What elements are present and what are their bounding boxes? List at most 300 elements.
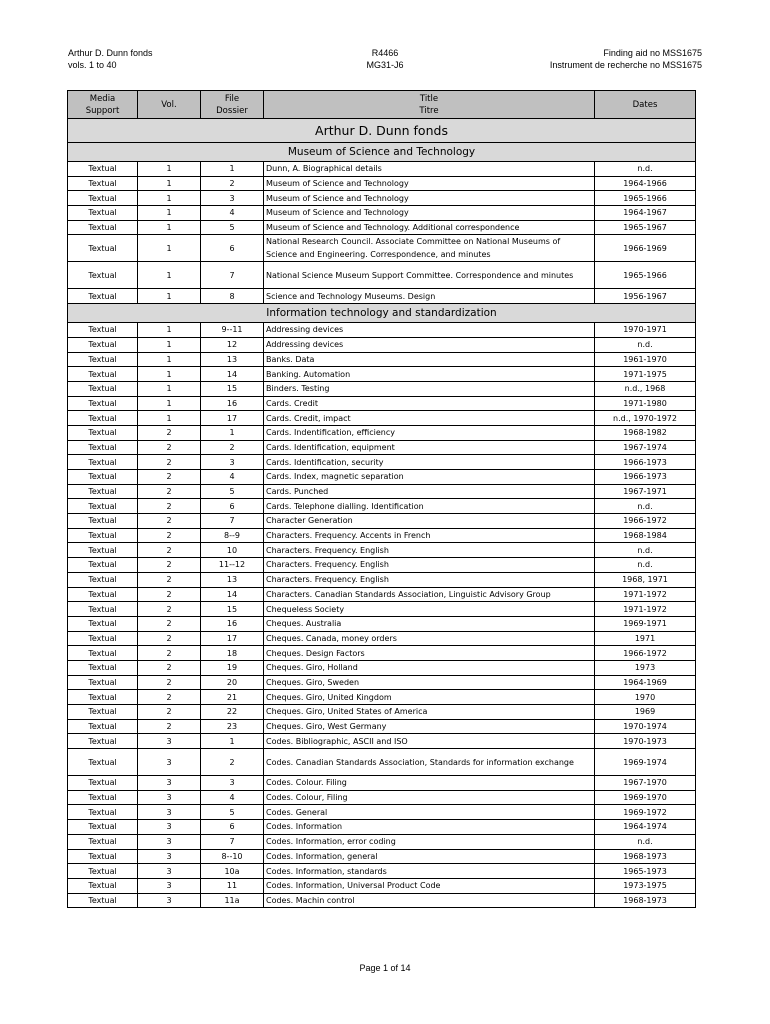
cell-title: Cheques. Giro, Sweden xyxy=(264,675,595,690)
table-row xyxy=(68,411,696,426)
cell-media: Textual xyxy=(68,631,138,646)
cell-dates: 1966-1969 xyxy=(595,235,696,262)
table-row xyxy=(68,587,696,602)
cell-dates: 1971-1972 xyxy=(595,587,696,602)
cell-vol: 3 xyxy=(138,805,201,820)
cell-dates: 1967-1971 xyxy=(595,484,696,499)
cell-file: 8--10 xyxy=(201,849,264,864)
cell-file: 22 xyxy=(201,705,264,720)
table-row xyxy=(68,396,696,411)
header-left xyxy=(68,47,153,71)
cell-dates: 1968-1973 xyxy=(595,893,696,908)
cell-title: Characters. Frequency. English xyxy=(264,558,595,573)
cell-file: 17 xyxy=(201,631,264,646)
cell-file: 12 xyxy=(201,337,264,352)
cell-vol: 2 xyxy=(138,543,201,558)
cell-title: Codes. Information, error coding xyxy=(264,834,595,849)
table-row xyxy=(68,572,696,587)
cell-file: 1 xyxy=(201,734,264,749)
cell-dates: 1973 xyxy=(595,660,696,675)
cell-dates: 1965-1966 xyxy=(595,262,696,289)
cell-file: 20 xyxy=(201,675,264,690)
page-number: Page 1 of 14 xyxy=(359,963,411,973)
cell-title: National Research Council. Associate Committee on National Museums of Science and Engineering. Correspondence, and minutes xyxy=(264,235,595,262)
cell-file: 6 xyxy=(201,820,264,835)
cell-file: 3 xyxy=(201,776,264,791)
cell-file: 14 xyxy=(201,587,264,602)
cell-media: Textual xyxy=(68,411,138,426)
cell-vol: 1 xyxy=(138,396,201,411)
cell-vol: 1 xyxy=(138,367,201,382)
table-body xyxy=(68,119,696,908)
table-row xyxy=(68,849,696,864)
cell-vol: 1 xyxy=(138,176,201,191)
cell-title: Character Generation xyxy=(264,514,595,529)
cell-vol: 1 xyxy=(138,262,201,289)
cell-file: 1 xyxy=(201,425,264,440)
cell-vol: 2 xyxy=(138,602,201,617)
cell-vol: 3 xyxy=(138,834,201,849)
cell-media: Textual xyxy=(68,749,138,776)
table-row xyxy=(68,235,696,262)
cell-dates: 1970-1971 xyxy=(595,323,696,338)
cell-vol: 2 xyxy=(138,719,201,734)
fonds-name: Arthur D. Dunn fonds xyxy=(68,48,153,58)
finding-aid-en: Finding aid no MSS1675 xyxy=(603,48,702,58)
table-row xyxy=(68,206,696,221)
cell-title: Codes. Colour, Filing xyxy=(264,790,595,805)
cell-title: Cheques. Giro, United States of America xyxy=(264,705,595,720)
cell-dates: 1964-1966 xyxy=(595,176,696,191)
table-row xyxy=(68,289,696,304)
cell-file: 3 xyxy=(201,191,264,206)
table-row xyxy=(68,470,696,485)
cell-dates: n.d., 1970-1972 xyxy=(595,411,696,426)
cell-file: 10a xyxy=(201,864,264,879)
cell-file: 13 xyxy=(201,572,264,587)
cell-title: National Science Museum Support Committee. Correspondence and minutes xyxy=(264,262,595,289)
cell-media: Textual xyxy=(68,440,138,455)
cell-media: Textual xyxy=(68,289,138,304)
cell-dates: 1964-1967 xyxy=(595,206,696,221)
cell-vol: 3 xyxy=(138,820,201,835)
cell-media: Textual xyxy=(68,337,138,352)
cell-media: Textual xyxy=(68,849,138,864)
table-row xyxy=(68,220,696,235)
cell-title: Codes. Information, Universal Product Code xyxy=(264,878,595,893)
table-row xyxy=(68,675,696,690)
cell-media: Textual xyxy=(68,719,138,734)
table-row xyxy=(68,878,696,893)
cell-vol: 2 xyxy=(138,705,201,720)
cell-media: Textual xyxy=(68,602,138,617)
table-row xyxy=(68,425,696,440)
cell-dates: 1971 xyxy=(595,631,696,646)
cell-dates: 1961-1970 xyxy=(595,352,696,367)
cell-title: Characters. Frequency. English xyxy=(264,543,595,558)
cell-media: Textual xyxy=(68,543,138,558)
cell-media: Textual xyxy=(68,499,138,514)
cell-vol: 1 xyxy=(138,352,201,367)
section-header-row xyxy=(68,143,696,162)
table-row xyxy=(68,381,696,396)
cell-file: 4 xyxy=(201,790,264,805)
cell-media: Textual xyxy=(68,893,138,908)
table-row xyxy=(68,558,696,573)
cell-vol: 2 xyxy=(138,646,201,661)
cell-vol: 3 xyxy=(138,776,201,791)
cell-file: 8 xyxy=(201,289,264,304)
col-title-fr: Titre xyxy=(419,105,439,116)
table-row xyxy=(68,705,696,720)
table-row xyxy=(68,790,696,805)
table-row xyxy=(68,646,696,661)
cell-file: 6 xyxy=(201,235,264,262)
col-dates: Dates xyxy=(595,91,696,119)
table-row xyxy=(68,455,696,470)
table-row xyxy=(68,191,696,206)
cell-file: 21 xyxy=(201,690,264,705)
cell-title: Cards. Identification, security xyxy=(264,455,595,470)
cell-media: Textual xyxy=(68,690,138,705)
cell-media: Textual xyxy=(68,455,138,470)
cell-media: Textual xyxy=(68,820,138,835)
section-title: Museum of Science and Technology xyxy=(68,143,696,162)
cell-file: 5 xyxy=(201,220,264,235)
table-row xyxy=(68,176,696,191)
cell-file: 4 xyxy=(201,206,264,221)
cell-title: Cards. Indentification, efficiency xyxy=(264,425,595,440)
cell-vol: 2 xyxy=(138,425,201,440)
col-media-fr: Support xyxy=(85,105,120,116)
cell-file: 11a xyxy=(201,893,264,908)
table-row xyxy=(68,440,696,455)
cell-title: Codes. Information xyxy=(264,820,595,835)
cell-vol: 1 xyxy=(138,162,201,177)
cell-dates: 1969-1970 xyxy=(595,790,696,805)
cell-title: Cheques. Australia xyxy=(264,616,595,631)
cell-file: 16 xyxy=(201,396,264,411)
cell-vol: 1 xyxy=(138,206,201,221)
cell-vol: 1 xyxy=(138,381,201,396)
cell-dates: 1966-1972 xyxy=(595,646,696,661)
cell-vol: 2 xyxy=(138,484,201,499)
cell-title: Codes. Information, standards xyxy=(264,864,595,879)
cell-vol: 3 xyxy=(138,864,201,879)
cell-media: Textual xyxy=(68,352,138,367)
col-vol: Vol. xyxy=(138,91,201,119)
cell-vol: 2 xyxy=(138,440,201,455)
cell-media: Textual xyxy=(68,235,138,262)
cell-title: Banks. Data xyxy=(264,352,595,367)
table-row xyxy=(68,352,696,367)
table-row xyxy=(68,805,696,820)
cell-media: Textual xyxy=(68,425,138,440)
cell-title: Characters. Canadian Standards Association, Linguistic Advisory Group xyxy=(264,587,595,602)
cell-media: Textual xyxy=(68,191,138,206)
header-center xyxy=(285,47,485,71)
cell-file: 18 xyxy=(201,646,264,661)
cell-title: Codes. Canadian Standards Association, Standards for information exchange xyxy=(264,749,595,776)
cell-vol: 1 xyxy=(138,220,201,235)
col-file xyxy=(201,91,264,119)
cell-media: Textual xyxy=(68,878,138,893)
cell-dates: n.d. xyxy=(595,834,696,849)
cell-dates: 1965-1967 xyxy=(595,220,696,235)
cell-file: 7 xyxy=(201,514,264,529)
cell-dates: n.d. xyxy=(595,162,696,177)
cell-media: Textual xyxy=(68,572,138,587)
cell-dates: 1970-1973 xyxy=(595,734,696,749)
cell-file: 9--11 xyxy=(201,323,264,338)
cell-dates: n.d. xyxy=(595,337,696,352)
finding-aid-table xyxy=(67,90,696,908)
cell-vol: 1 xyxy=(138,191,201,206)
cell-media: Textual xyxy=(68,734,138,749)
table-row xyxy=(68,660,696,675)
cell-file: 4 xyxy=(201,470,264,485)
cell-media: Textual xyxy=(68,834,138,849)
cell-dates: 1968-1984 xyxy=(595,528,696,543)
cell-vol: 2 xyxy=(138,528,201,543)
table-row xyxy=(68,528,696,543)
col-media-en: Media xyxy=(89,93,116,104)
table-row xyxy=(68,514,696,529)
cell-media: Textual xyxy=(68,558,138,573)
cell-media: Textual xyxy=(68,396,138,411)
cell-file: 7 xyxy=(201,834,264,849)
cell-vol: 2 xyxy=(138,470,201,485)
cell-title: Codes. Information, general xyxy=(264,849,595,864)
cell-media: Textual xyxy=(68,705,138,720)
cell-dates: 1971-1975 xyxy=(595,367,696,382)
cell-title: Characters. Frequency. Accents in French xyxy=(264,528,595,543)
cell-title: Cheques. Giro, West Germany xyxy=(264,719,595,734)
cell-media: Textual xyxy=(68,790,138,805)
cell-title: Codes. Machin control xyxy=(264,893,595,908)
table-row xyxy=(68,749,696,776)
cell-dates: 1964-1969 xyxy=(595,675,696,690)
cell-vol: 2 xyxy=(138,660,201,675)
table-row xyxy=(68,262,696,289)
fonds-title-row xyxy=(68,119,696,143)
cell-vol: 3 xyxy=(138,849,201,864)
cell-media: Textual xyxy=(68,367,138,382)
cell-file: 2 xyxy=(201,440,264,455)
cell-vol: 3 xyxy=(138,790,201,805)
cell-vol: 3 xyxy=(138,878,201,893)
cell-dates: 1968, 1971 xyxy=(595,572,696,587)
cell-dates: 1967-1974 xyxy=(595,440,696,455)
cell-media: Textual xyxy=(68,323,138,338)
cell-vol: 2 xyxy=(138,616,201,631)
cell-title: Codes. General xyxy=(264,805,595,820)
cell-file: 23 xyxy=(201,719,264,734)
cell-dates: 1968-1982 xyxy=(595,425,696,440)
cell-title: Cheques. Giro, Holland xyxy=(264,660,595,675)
cell-file: 7 xyxy=(201,262,264,289)
col-file-en: File xyxy=(224,93,240,104)
cell-media: Textual xyxy=(68,776,138,791)
cell-dates: 1971-1980 xyxy=(595,396,696,411)
reference-number: R4466 xyxy=(371,48,399,58)
table-row xyxy=(68,893,696,908)
cell-vol: 2 xyxy=(138,558,201,573)
cell-title: Binders. Testing xyxy=(264,381,595,396)
cell-title: Cards. Identification, equipment xyxy=(264,440,595,455)
cell-dates: 1970 xyxy=(595,690,696,705)
cell-file: 8--9 xyxy=(201,528,264,543)
table-row xyxy=(68,162,696,177)
cell-vol: 1 xyxy=(138,235,201,262)
cell-dates: n.d. xyxy=(595,543,696,558)
cell-title: Addressing devices xyxy=(264,337,595,352)
table-row xyxy=(68,484,696,499)
volume-range: vols. 1 to 40 xyxy=(68,60,117,70)
table-row xyxy=(68,690,696,705)
cell-title: Museum of Science and Technology xyxy=(264,206,595,221)
cell-vol: 2 xyxy=(138,514,201,529)
cell-vol: 2 xyxy=(138,675,201,690)
table-row xyxy=(68,734,696,749)
cell-media: Textual xyxy=(68,381,138,396)
cell-file: 17 xyxy=(201,411,264,426)
cell-media: Textual xyxy=(68,660,138,675)
table-row xyxy=(68,776,696,791)
col-file-fr: Dossier xyxy=(216,105,248,116)
cell-vol: 1 xyxy=(138,323,201,338)
cell-file: 11 xyxy=(201,878,264,893)
cell-file: 3 xyxy=(201,455,264,470)
cell-dates: n.d., 1968 xyxy=(595,381,696,396)
cell-title: Cards. Credit, impact xyxy=(264,411,595,426)
cell-file: 1 xyxy=(201,162,264,177)
cell-title: Addressing devices xyxy=(264,323,595,338)
cell-file: 2 xyxy=(201,176,264,191)
cell-vol: 2 xyxy=(138,572,201,587)
cell-title: Museum of Science and Technology xyxy=(264,176,595,191)
cell-file: 11--12 xyxy=(201,558,264,573)
cell-dates: 1969-1972 xyxy=(595,805,696,820)
mg-number: MG31-J6 xyxy=(366,60,404,70)
cell-title: Cards. Index, magnetic separation xyxy=(264,470,595,485)
cell-vol: 2 xyxy=(138,455,201,470)
cell-dates: 1969-1971 xyxy=(595,616,696,631)
table-header-row xyxy=(68,91,696,119)
cell-vol: 1 xyxy=(138,411,201,426)
cell-dates: 1969 xyxy=(595,705,696,720)
cell-title: Banking. Automation xyxy=(264,367,595,382)
table-row xyxy=(68,337,696,352)
section-header-row xyxy=(68,304,696,323)
cell-dates: 1967-1970 xyxy=(595,776,696,791)
cell-dates: n.d. xyxy=(595,499,696,514)
cell-media: Textual xyxy=(68,220,138,235)
table-row xyxy=(68,834,696,849)
cell-vol: 2 xyxy=(138,690,201,705)
cell-media: Textual xyxy=(68,176,138,191)
cell-media: Textual xyxy=(68,616,138,631)
cell-title: Dunn, A. Biographical details xyxy=(264,162,595,177)
table-row xyxy=(68,602,696,617)
cell-file: 6 xyxy=(201,499,264,514)
cell-media: Textual xyxy=(68,587,138,602)
cell-title: Cheques. Canada, money orders xyxy=(264,631,595,646)
cell-dates: 1968-1973 xyxy=(595,849,696,864)
cell-file: 15 xyxy=(201,602,264,617)
cell-file: 2 xyxy=(201,749,264,776)
cell-media: Textual xyxy=(68,162,138,177)
cell-media: Textual xyxy=(68,646,138,661)
cell-vol: 3 xyxy=(138,749,201,776)
cell-dates: 1964-1974 xyxy=(595,820,696,835)
cell-dates: n.d. xyxy=(595,558,696,573)
cell-file: 15 xyxy=(201,381,264,396)
cell-title: Museum of Science and Technology. Additional correspondence xyxy=(264,220,595,235)
cell-dates: 1966-1973 xyxy=(595,455,696,470)
cell-title: Museum of Science and Technology xyxy=(264,191,595,206)
cell-title: Cards. Punched xyxy=(264,484,595,499)
cell-title: Cheques. Giro, United Kingdom xyxy=(264,690,595,705)
section-title: Information technology and standardization xyxy=(68,304,696,323)
cell-dates: 1970-1974 xyxy=(595,719,696,734)
cell-dates: 1966-1973 xyxy=(595,470,696,485)
cell-vol: 2 xyxy=(138,587,201,602)
table-row xyxy=(68,367,696,382)
cell-dates: 1965-1973 xyxy=(595,864,696,879)
cell-vol: 1 xyxy=(138,337,201,352)
cell-file: 13 xyxy=(201,352,264,367)
cell-vol: 2 xyxy=(138,499,201,514)
cell-vol: 3 xyxy=(138,734,201,749)
cell-media: Textual xyxy=(68,484,138,499)
cell-media: Textual xyxy=(68,805,138,820)
cell-dates: 1966-1972 xyxy=(595,514,696,529)
finding-aid-fr: Instrument de recherche no MSS1675 xyxy=(549,60,702,70)
col-media xyxy=(68,91,138,119)
header-right xyxy=(550,47,702,71)
cell-title: Codes. Bibliographic, ASCII and ISO xyxy=(264,734,595,749)
cell-vol: 2 xyxy=(138,631,201,646)
cell-vol: 1 xyxy=(138,289,201,304)
col-title xyxy=(264,91,595,119)
cell-title: Cards. Credit xyxy=(264,396,595,411)
cell-file: 5 xyxy=(201,805,264,820)
cell-vol: 3 xyxy=(138,893,201,908)
cell-file: 5 xyxy=(201,484,264,499)
cell-file: 10 xyxy=(201,543,264,558)
cell-title: Science and Technology Museums. Design xyxy=(264,289,595,304)
table-row xyxy=(68,323,696,338)
cell-file: 19 xyxy=(201,660,264,675)
cell-media: Textual xyxy=(68,262,138,289)
cell-title: Cheques. Design Factors xyxy=(264,646,595,661)
cell-dates: 1956-1967 xyxy=(595,289,696,304)
cell-title: Cards. Telephone dialling. Identification xyxy=(264,499,595,514)
cell-file: 14 xyxy=(201,367,264,382)
cell-title: Codes. Colour. Filing xyxy=(264,776,595,791)
table-row xyxy=(68,616,696,631)
cell-media: Textual xyxy=(68,675,138,690)
cell-dates: 1965-1966 xyxy=(595,191,696,206)
cell-media: Textual xyxy=(68,864,138,879)
cell-file: 16 xyxy=(201,616,264,631)
table-row xyxy=(68,864,696,879)
cell-title: Chequeless Society xyxy=(264,602,595,617)
fonds-title: Arthur D. Dunn fonds xyxy=(68,119,696,143)
cell-title: Characters. Frequency. English xyxy=(264,572,595,587)
cell-media: Textual xyxy=(68,470,138,485)
